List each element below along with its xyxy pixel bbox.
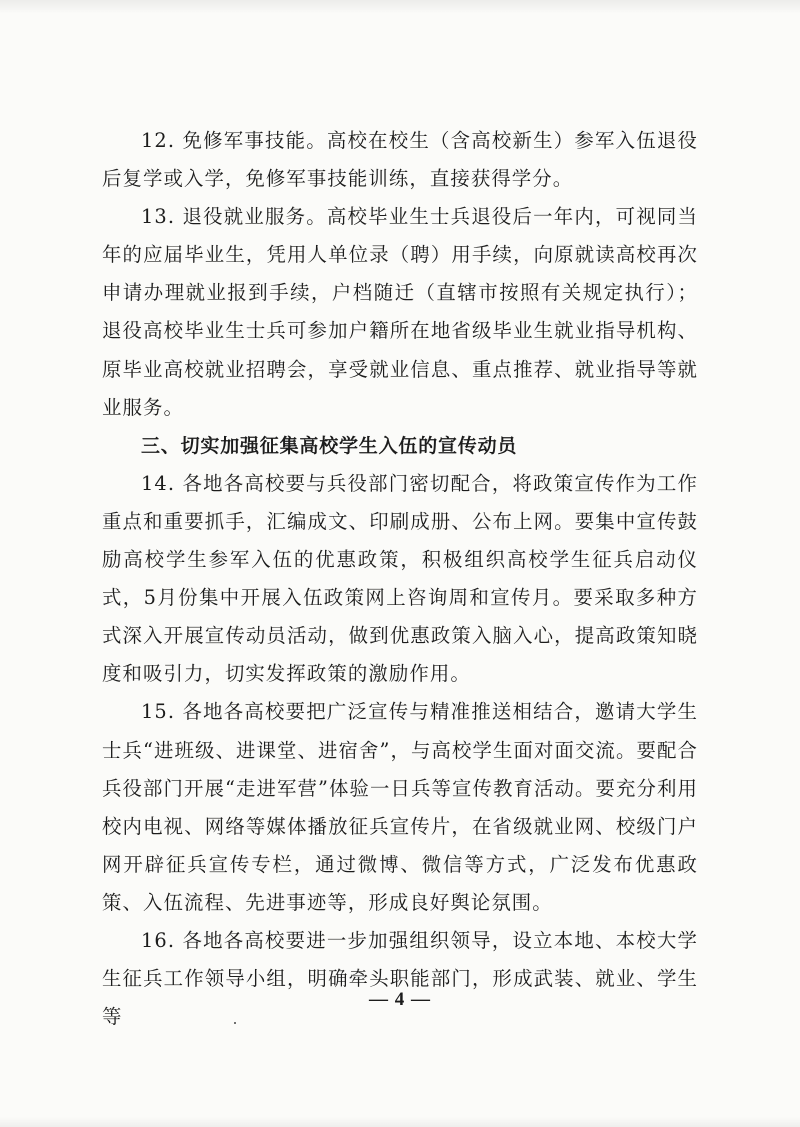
section-heading: 三、切实加强征集高校学生入伍的宣传动员	[141, 434, 518, 457]
paragraph-12: 12. 免修军事技能。高校在校生（含高校新生）参军入伍退役后复学或入学，免修军事技能训练，直接获得学分。	[102, 129, 698, 191]
document-body	[102, 122, 698, 1036]
page-number: — 4 —	[369, 989, 431, 1010]
scan-shadow-bottom	[0, 1117, 800, 1127]
paragraph-16: 16. 各地各高校要进一步加强组织领导，设立本地、本校大学生征兵工作领导小组，明确牵头职能部门，形成武装、就业、学生等	[102, 928, 698, 1029]
paragraph-15: 15. 各地各高校要把广泛宣传与精准推送相结合，邀请大学生士兵“进班级、进课堂、进宿舍”，与高校学生面对面交流。要配合兵役部门开展“走进军营”体验一日兵等宣传教育活动。要充分利用校内电视、网络等媒体播放征兵宣传片，在省级就业网、校级门户网开辟征兵宣传专栏，通过微博、微信等方式，广泛发布优惠政策、入伍流程、先进事迹等，形成良好舆论氛围。	[102, 700, 698, 914]
scan-speck	[234, 1022, 236, 1024]
scan-shadow-top	[0, 0, 800, 14]
paragraph-13: 13. 退役就业服务。高校毕业生士兵退役后一年内，可视同当年的应届毕业生，凭用人单位录（聘）用手续，向原就读高校再次申请办理就业报到手续，户档随迁（直辖市按照有关规定执行）；退役高校毕业生士兵可参加户籍所在地省级毕业生就业指导机构、原毕业高校就业招聘会，享受就业信息、重点推荐、就业指导等就业服务。	[102, 205, 698, 419]
paragraph-14: 14. 各地各高校要与兵役部门密切配合，将政策宣传作为工作重点和重要抓手，汇编成文、印刷成册、公布上网。要集中宣传鼓励高校学生参军入伍的优惠政策，积极组织高校学生征兵启动仪式，5月份集中开展入伍政策网上咨询周和宣传月。要采取多种方式深入开展宣传动员活动，做到优惠政策入脑入心，提高政策知晓度和吸引力，切实发挥政策的激励作用。	[102, 471, 698, 686]
